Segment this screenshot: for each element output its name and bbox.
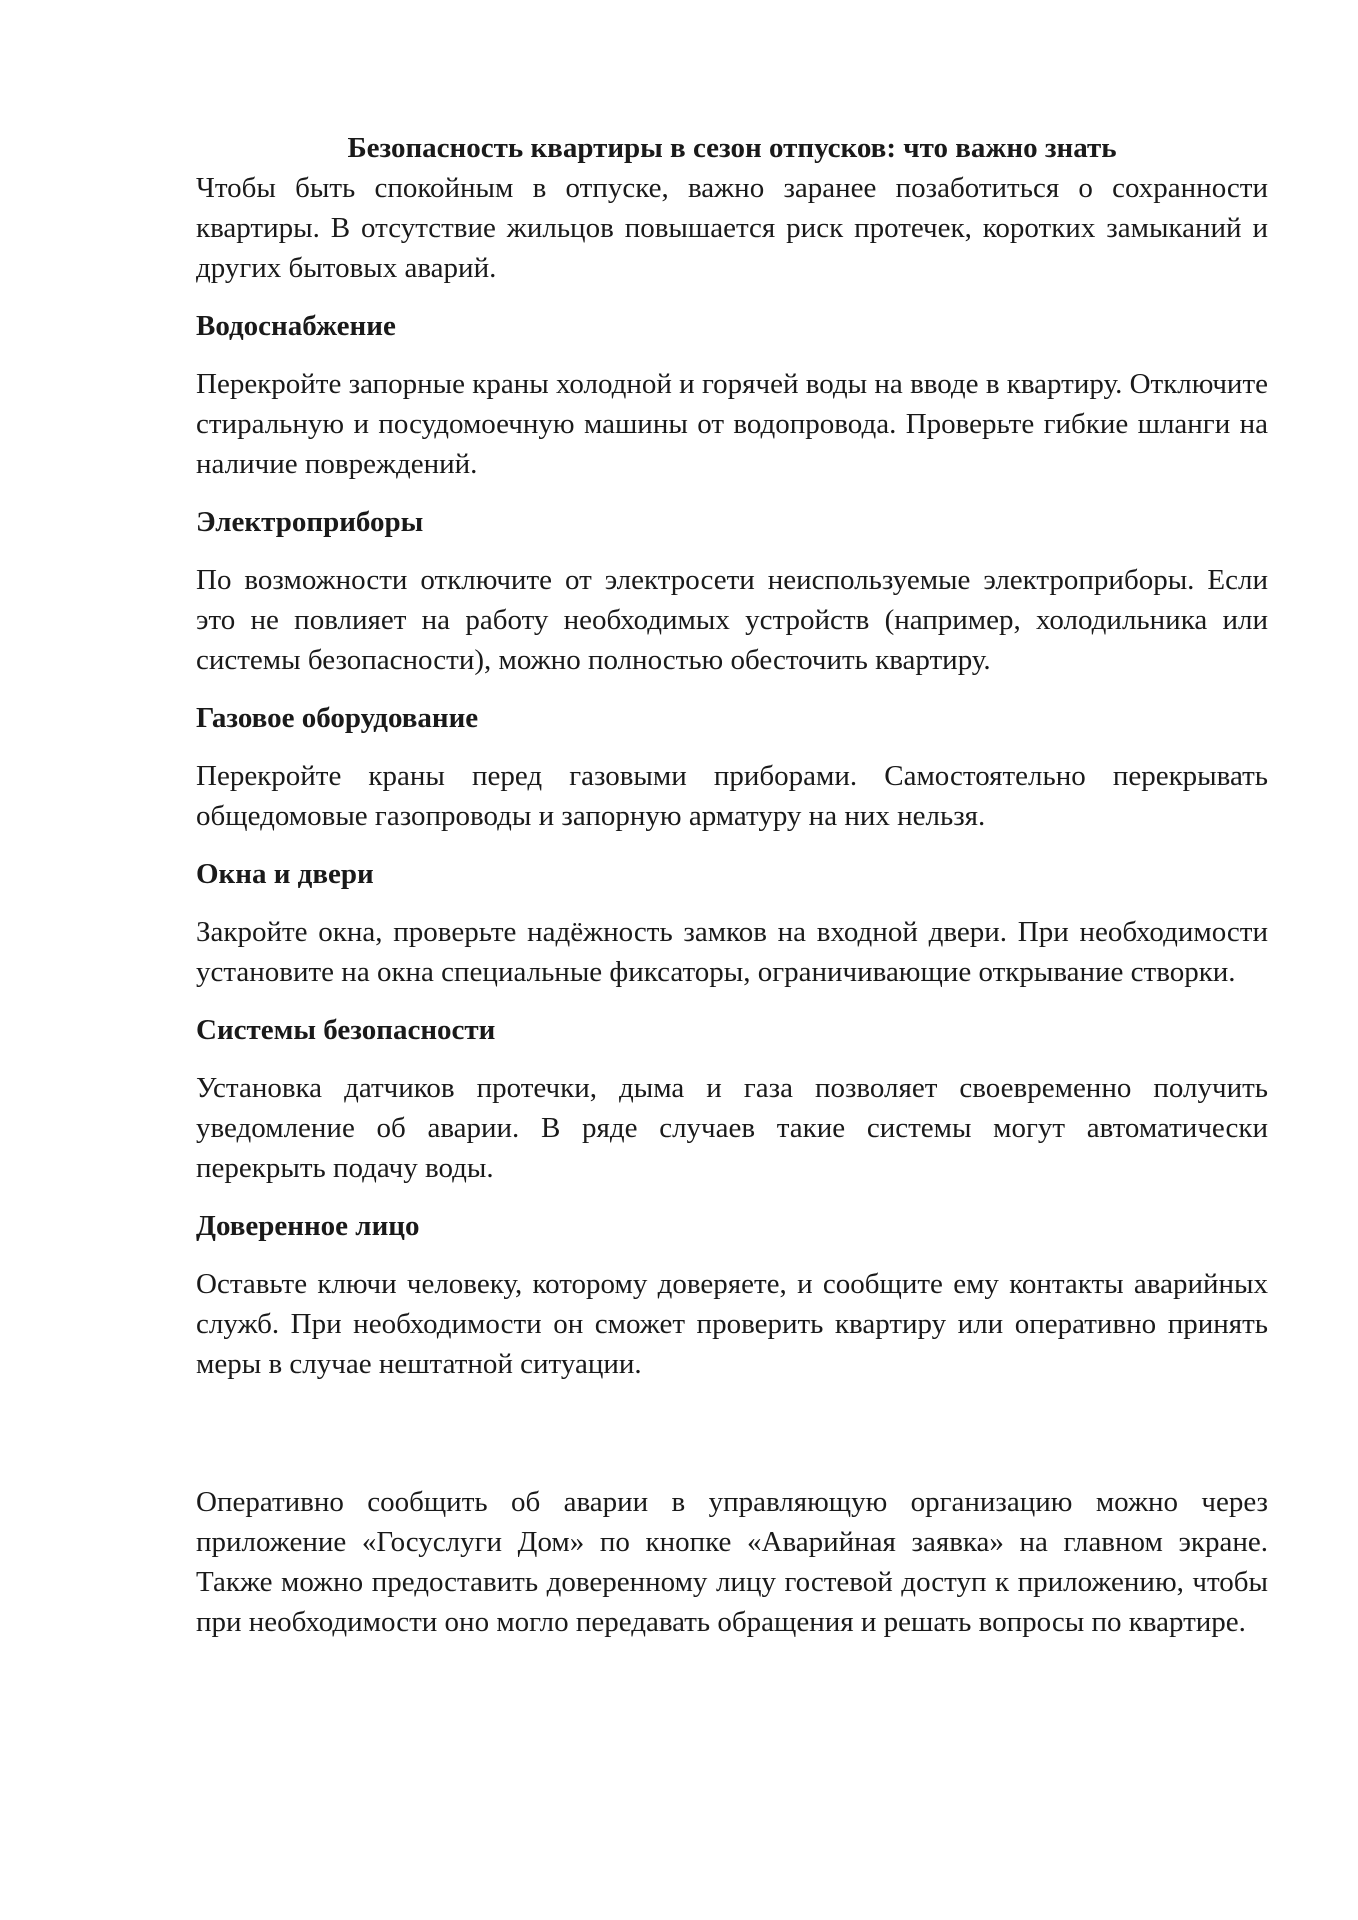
closing-paragraph: Оперативно сообщить об аварии в управляющую организацию можно через приложение «Госуслуги Дом» по кнопке «Аварийная заявка» на главном экране. Также можно предоставить доверенному лицу гостевой доступ к приложению, чтобы при необходимости оно могло передавать обращения и решать вопросы по квартире. [196, 1486, 1268, 1638]
section-gas-equipment [196, 698, 1268, 836]
section-text: Оставьте ключи человеку, которому доверяете, и сообщите ему контакты аварийных служб. При необходимости он сможет проверить квартиру или оперативно принять меры в случае нештатной ситуации. [196, 1268, 1268, 1380]
section-text: По возможности отключите от электросети неиспользуемые электроприборы. Если это не повлияет на работу необходимых устройств (например, холодильника или системы безопасности), можно полностью обесточить квартиру. [196, 564, 1268, 676]
section-heading: Системы безопасности [196, 1014, 496, 1046]
section-windows-doors [196, 854, 1268, 992]
section-text: Закройте окна, проверьте надёжность замков на входной двери. При необходимости установите на окна специальные фиксаторы, ограничивающие открывание створки. [196, 916, 1268, 988]
document-title: Безопасность квартиры в сезон отпусков: что важно знать [347, 132, 1117, 164]
section-electrical-appliances [196, 502, 1268, 680]
section-text: Перекройте запорные краны холодной и горячей воды на вводе в квартиру. Отключите стиральную и посудомоечную машины от водопровода. Проверьте гибкие шланги на наличие повреждений. [196, 368, 1268, 480]
section-water-supply [196, 306, 1268, 484]
document-page [196, 128, 1268, 1642]
section-heading: Электроприборы [196, 506, 424, 538]
section-heading: Водоснабжение [196, 310, 396, 342]
section-security-systems [196, 1010, 1268, 1188]
section-text: Перекройте краны перед газовыми приборами. Самостоятельно перекрывать общедомовые газопроводы и запорную арматуру на них нельзя. [196, 760, 1268, 832]
section-text: Установка датчиков протечки, дыма и газа позволяет своевременно получить уведомление об аварии. В ряде случаев такие системы могут автоматически перекрыть подачу воды. [196, 1072, 1268, 1184]
section-trusted-person [196, 1206, 1268, 1384]
section-heading: Окна и двери [196, 858, 374, 890]
section-heading: Доверенное лицо [196, 1210, 420, 1242]
intro-paragraph: Чтобы быть спокойным в отпуске, важно заранее позаботиться о сохранности квартиры. В отсутствие жильцов повышается риск протечек, коротких замыканий и других бытовых аварий. [196, 172, 1268, 284]
section-heading: Газовое оборудование [196, 702, 479, 734]
